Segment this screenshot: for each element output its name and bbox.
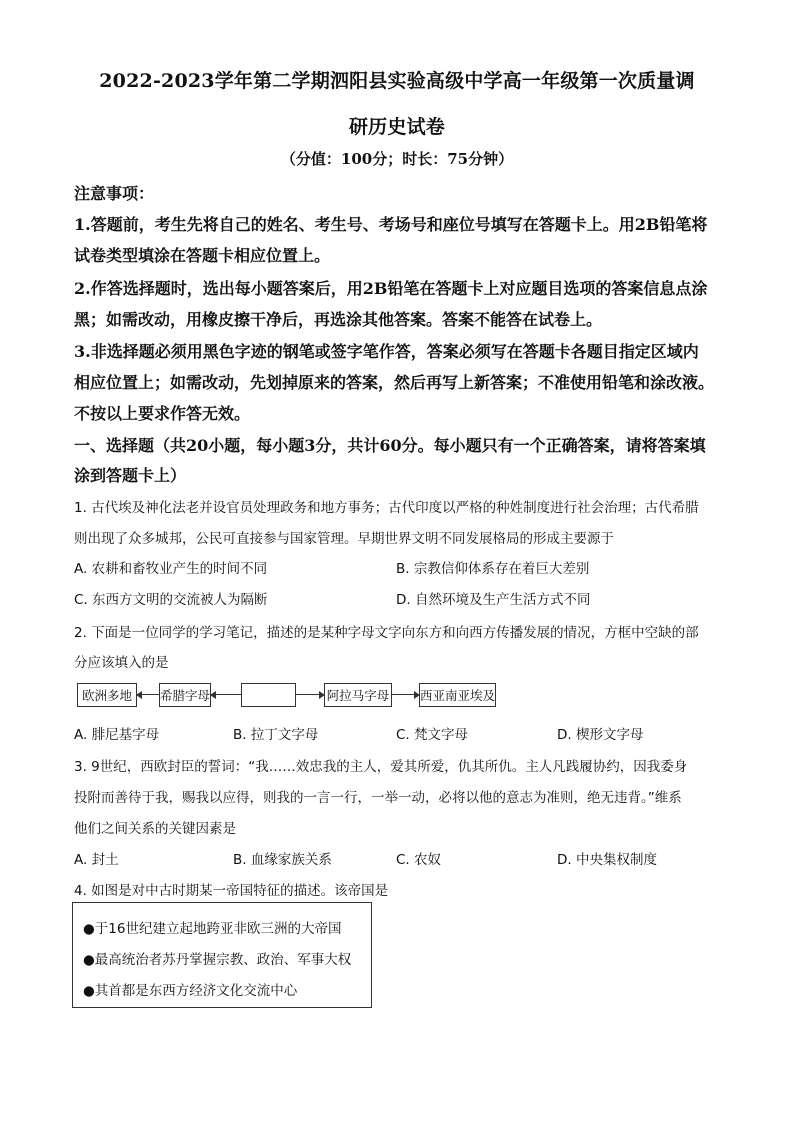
notice-line: 试卷类型填涂在答题卡相应位置上。 xyxy=(74,246,331,265)
notice-heading: 注意事项： xyxy=(74,184,155,203)
notice-line: 黑；如需改动，用橡皮擦干净后，再选涂其他答案。答案不能答在试卷上。 xyxy=(74,310,603,329)
exam-title-line2: 研历史试卷 xyxy=(348,116,445,138)
empire-feature: ●最高统治者苏丹掌握宗教、政治、军事大权 xyxy=(83,952,352,968)
notice-line: 相应位置上；如需改动，先划掉原来的答案，然后再写上新答案；不准使用铅笔和涂改液。 xyxy=(74,373,715,392)
question-2-option-a: A. 腓尼基字母 xyxy=(74,727,160,743)
flow-box-aramaic: 阿拉马字母 xyxy=(324,683,392,707)
exam-title-line1: 2022-2023学年第二学期泗阳县实验高级中学高一年级第一次质量调 xyxy=(99,70,695,92)
arrow-right xyxy=(296,694,324,695)
flow-box-greek: 希腊字母 xyxy=(159,683,211,707)
question-4-stem: 4. 如图是对中古时期某一帝国特征的描述。该帝国是 xyxy=(74,883,389,899)
arrow-left xyxy=(211,694,241,695)
question-2-stem: 2. 下面是一位同学的学习笔记，描述的是某种字母文字向东方和向西方传播发展的情况，方框中空缺的部 xyxy=(74,625,699,641)
question-3-option-d: D. 中央集权制度 xyxy=(557,852,657,868)
question-1-stem: 则出现了众多城邦，公民可直接参与国家管理。早期世界文明不同发展格局的形成主要源于 xyxy=(74,531,614,547)
question-2-option-c: C. 梵文字母 xyxy=(396,727,469,743)
notice-line: 1.答题前，考生先将自己的姓名、考生号、考场号和座位号填写在答题卡上。用2B铅笔将 xyxy=(74,215,708,234)
question-1-stem: 1. 古代埃及神化法老并设官员处理政务和地方事务；古代印度以严格的种姓制度进行社会治理；古代希腊 xyxy=(74,500,699,516)
flow-box-west-asia: 西亚南亚埃及 xyxy=(419,683,496,707)
alphabet-flow-diagram xyxy=(77,683,497,709)
arrow-left xyxy=(137,694,159,695)
question-2-option-d: D. 楔形文字母 xyxy=(557,727,644,743)
arrow-right xyxy=(392,694,419,695)
section-heading-cont: 涂到答题卡上） xyxy=(74,466,187,485)
question-1-option-d: D. 自然环境及生产生活方式不同 xyxy=(396,592,591,608)
question-3-option-a: A. 封土 xyxy=(74,852,119,868)
exam-subtitle: （分值：100分；时长：75分钟） xyxy=(280,150,514,168)
question-3-stem: 投附而善待于我，赐我以应得，则我的一言一行，一举一动，必将以他的意志为准则，绝无违背。”维系 xyxy=(74,790,682,806)
question-3-stem: 他们之间关系的关键因素是 xyxy=(74,821,236,837)
question-1-option-b: B. 宗教信仰体系存在着巨大差别 xyxy=(396,561,590,577)
question-3-option-b: B. 血缘家族关系 xyxy=(233,852,332,868)
section-heading: 一、选择题（共20小题，每小题3分，共计60分。每小题只有一个正确答案，请将答案填 xyxy=(74,436,706,455)
notice-line: 不按以上要求作答无效。 xyxy=(74,404,251,423)
question-1-option-c: C. 东西方文明的交流被人为隔断 xyxy=(74,592,268,608)
notice-line: 2.作答选择题时，选出每小题答案后，用2B铅笔在答题卡上对应题目选项的答案信息点涂 xyxy=(74,279,708,298)
question-1-option-a: A. 农耕和畜牧业产生的时间不同 xyxy=(74,561,268,577)
empire-feature: ●其首都是东西方经济文化交流中心 xyxy=(83,983,298,999)
notice-line: 3.非选择题必须用黑色字迹的钢笔或签字笔作答，答案必须写在答题卡各题目指定区域内 xyxy=(74,342,699,361)
question-3-option-c: C. 农奴 xyxy=(396,852,442,868)
question-2-option-b: B. 拉丁文字母 xyxy=(233,727,319,743)
question-3-stem: 3. 9世纪，西欧封臣的誓词：“我……效忠我的主人，爱其所爱，仇其所仇。主人凡践履协约，因我委身 xyxy=(74,759,688,775)
flow-box-blank xyxy=(241,683,296,707)
question-2-stem: 分应该填入的是 xyxy=(74,655,169,671)
flow-box-europe: 欧洲多地 xyxy=(77,683,137,707)
empire-description-box xyxy=(72,902,372,1008)
empire-feature: ●于16世纪建立起地跨亚非欧三洲的大帝国 xyxy=(83,921,342,937)
